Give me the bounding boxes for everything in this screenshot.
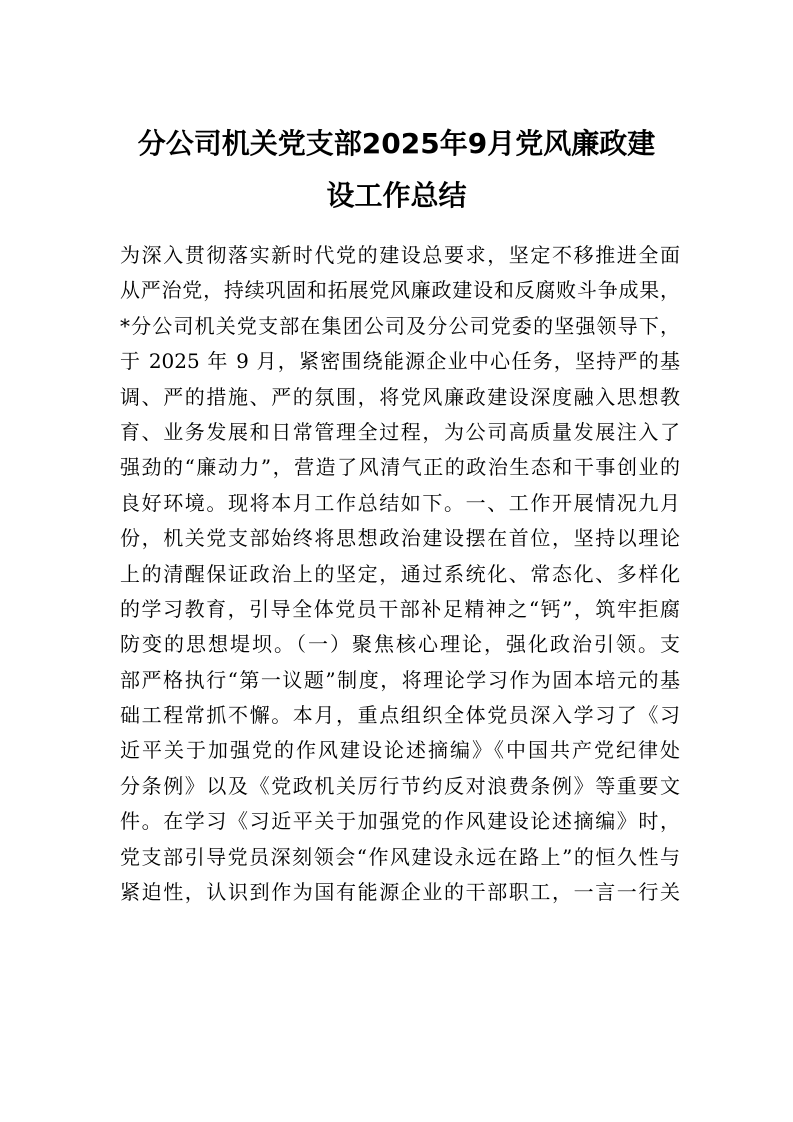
- title-line-1: 分公司机关党支部2025年9月党风廉政建: [137, 127, 656, 160]
- body-line: 件。在学习《习近平关于加强党的作风建设论述摘编》时，: [120, 809, 680, 834]
- body-line: 育、业务发展和日常管理全过程，为公司高质量发展注入了: [120, 419, 680, 444]
- body-line: 为深入贯彻落实新时代党的建设总要求，坚定不移推进全面: [120, 243, 680, 267]
- document-body: [120, 238, 680, 910]
- body-line: 紧迫性，认识到作为国有能源企业的干部职工，一言一行关: [120, 880, 680, 905]
- body-line: *分公司机关党支部在集团公司及分公司党委的坚强领导下，: [120, 313, 680, 338]
- body-line: 党支部引导党员深刻领会“作风建设永远在路上”的恒久性与: [120, 844, 680, 869]
- body-line: 的学习教育，引导全体党员干部补足精神之“钙”，筑牢拒腐: [120, 596, 680, 621]
- body-line: 良好环境。现将本月工作总结如下。一、工作开展情况九月: [120, 490, 680, 515]
- body-line: 调、严的措施、严的氛围，将党风廉政建设深度融入思想教: [120, 384, 680, 409]
- body-line: 从严治党，持续巩固和拓展党风廉政建设和反腐败斗争成果，: [120, 278, 680, 303]
- title-line-2: 设工作总结: [326, 179, 467, 212]
- body-line: 础工程常抓不懈。本月，重点组织全体党员深入学习了《习: [120, 703, 680, 728]
- body-line: 于 2025 年 9 月，紧密围绕能源企业中心任务，坚持严的基: [120, 349, 680, 374]
- body-line: 强劲的“廉动力”，营造了风清气正的政治生态和干事创业的: [120, 455, 680, 480]
- document-title: [110, 118, 683, 222]
- body-line: 分条例》以及《党政机关厉行节约反对浪费条例》等重要文: [120, 773, 680, 798]
- body-line: 上的清醒保证政治上的坚定，通过系统化、常态化、多样化: [120, 561, 680, 586]
- body-line: 部严格执行“第一议题”制度，将理论学习作为固本培元的基: [120, 667, 680, 692]
- body-line: 份，机关党支部始终将思想政治建设摆在首位，坚持以理论: [120, 526, 680, 551]
- body-line: 防变的思想堤坝。（一）聚焦核心理论，强化政治引领。支: [120, 632, 680, 657]
- body-line: 近平关于加强党的作风建设论述摘编》《中国共产党纪律处: [120, 738, 680, 763]
